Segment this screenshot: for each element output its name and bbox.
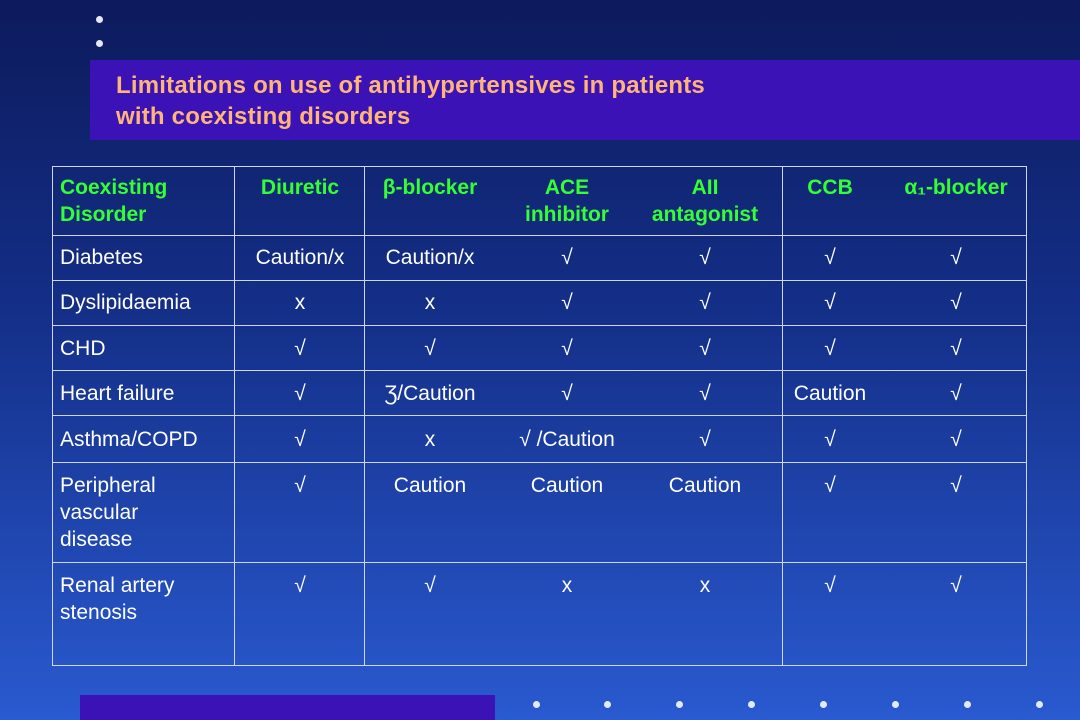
table-cell: √ bbox=[699, 382, 711, 405]
table-cell: √ bbox=[824, 574, 836, 597]
table-cell: Caution/x bbox=[385, 246, 475, 269]
table-cell: √ bbox=[950, 382, 962, 405]
table-cell: √ bbox=[824, 337, 836, 360]
antihypertensive-table bbox=[52, 166, 1028, 666]
header-beta-blocker: β-blocker bbox=[382, 176, 478, 199]
table-cell: √ bbox=[950, 474, 962, 497]
disorder-cell: Diabetes bbox=[60, 246, 143, 269]
decorative-dot bbox=[96, 16, 103, 23]
row-divider bbox=[52, 462, 1027, 463]
decorative-dot bbox=[96, 40, 103, 47]
header-aii-antagonist: AII antagonist bbox=[651, 176, 759, 226]
table-cell: √ bbox=[824, 428, 836, 451]
table-cell: √ bbox=[824, 291, 836, 314]
table-cell: √ bbox=[561, 382, 573, 405]
table-cell: √ bbox=[294, 428, 306, 451]
disorder-cell: CHD bbox=[60, 337, 106, 360]
table-cell: Caution/x bbox=[255, 246, 345, 269]
table-border-right bbox=[1026, 166, 1027, 666]
table-cell: x bbox=[699, 574, 711, 597]
table-cell: √ bbox=[950, 428, 962, 451]
bottom-banner bbox=[80, 695, 495, 720]
table-cell: x bbox=[424, 291, 436, 314]
decorative-dot bbox=[820, 701, 827, 708]
table-cell: Caution bbox=[393, 474, 467, 497]
table-cell: √ bbox=[699, 337, 711, 360]
table-cell: √ bbox=[561, 337, 573, 360]
table-cell: √ bbox=[294, 574, 306, 597]
row-divider bbox=[52, 235, 1027, 236]
disorder-cell: Renal artery stenosis bbox=[60, 574, 175, 624]
row-divider bbox=[52, 562, 1027, 563]
header-alpha1-blocker: α₁-blocker bbox=[904, 176, 1008, 199]
table-cell: Caution bbox=[530, 474, 604, 497]
table-cell: √ bbox=[950, 574, 962, 597]
decorative-dot bbox=[892, 701, 899, 708]
table-cell: √ bbox=[561, 246, 573, 269]
table-cell: √ bbox=[950, 246, 962, 269]
table-cell: √ bbox=[424, 337, 436, 360]
table-cell: √ bbox=[561, 291, 573, 314]
decorative-dot bbox=[964, 701, 971, 708]
row-divider bbox=[52, 325, 1027, 326]
decorative-dot bbox=[748, 701, 755, 708]
disorder-cell: Asthma/COPD bbox=[60, 428, 198, 451]
header-ace-inhibitor: ACE inhibitor bbox=[525, 176, 609, 226]
slide-title: Limitations on use of antihypertensives in patients with coexisting disorders bbox=[116, 72, 705, 130]
column-divider bbox=[364, 166, 365, 666]
disorder-cell: Heart failure bbox=[60, 382, 175, 405]
decorative-dot bbox=[604, 701, 611, 708]
row-divider bbox=[52, 415, 1027, 416]
table-cell: Caution bbox=[668, 474, 742, 497]
decorative-dot bbox=[1036, 701, 1043, 708]
disorder-cell: Dyslipidaemia bbox=[60, 291, 191, 314]
decorative-dot bbox=[676, 701, 683, 708]
table-cell: x bbox=[561, 574, 573, 597]
header-diuretic: Diuretic bbox=[260, 176, 340, 199]
table-cell: √ bbox=[294, 382, 306, 405]
decorative-dot bbox=[533, 701, 540, 708]
row-divider bbox=[52, 280, 1027, 281]
table-cell: √ bbox=[294, 337, 306, 360]
table-cell: x bbox=[424, 428, 436, 451]
header-ccb: CCB bbox=[807, 176, 853, 199]
table-cell: x bbox=[294, 291, 306, 314]
table-cell: √ bbox=[424, 574, 436, 597]
table-border-top bbox=[52, 166, 1027, 167]
table-cell: √ bbox=[699, 291, 711, 314]
table-cell: √ bbox=[699, 246, 711, 269]
table-cell: √ bbox=[699, 428, 711, 451]
table-cell: √ bbox=[824, 474, 836, 497]
table-cell: √ bbox=[824, 246, 836, 269]
table-cell: √ bbox=[950, 291, 962, 314]
table-cell: √ /Caution bbox=[519, 428, 615, 451]
table-cell: Ʒ/Caution bbox=[384, 382, 476, 405]
column-divider bbox=[234, 166, 235, 666]
table-border-bottom bbox=[52, 665, 1027, 666]
table-border-left bbox=[52, 166, 53, 666]
header-disorder: Coexisting Disorder bbox=[60, 176, 168, 226]
row-divider bbox=[52, 370, 1027, 371]
table-cell: √ bbox=[294, 474, 306, 497]
disorder-cell: Peripheral vascular disease bbox=[60, 474, 156, 551]
table-cell: √ bbox=[950, 337, 962, 360]
table-cell: Caution bbox=[793, 382, 867, 405]
